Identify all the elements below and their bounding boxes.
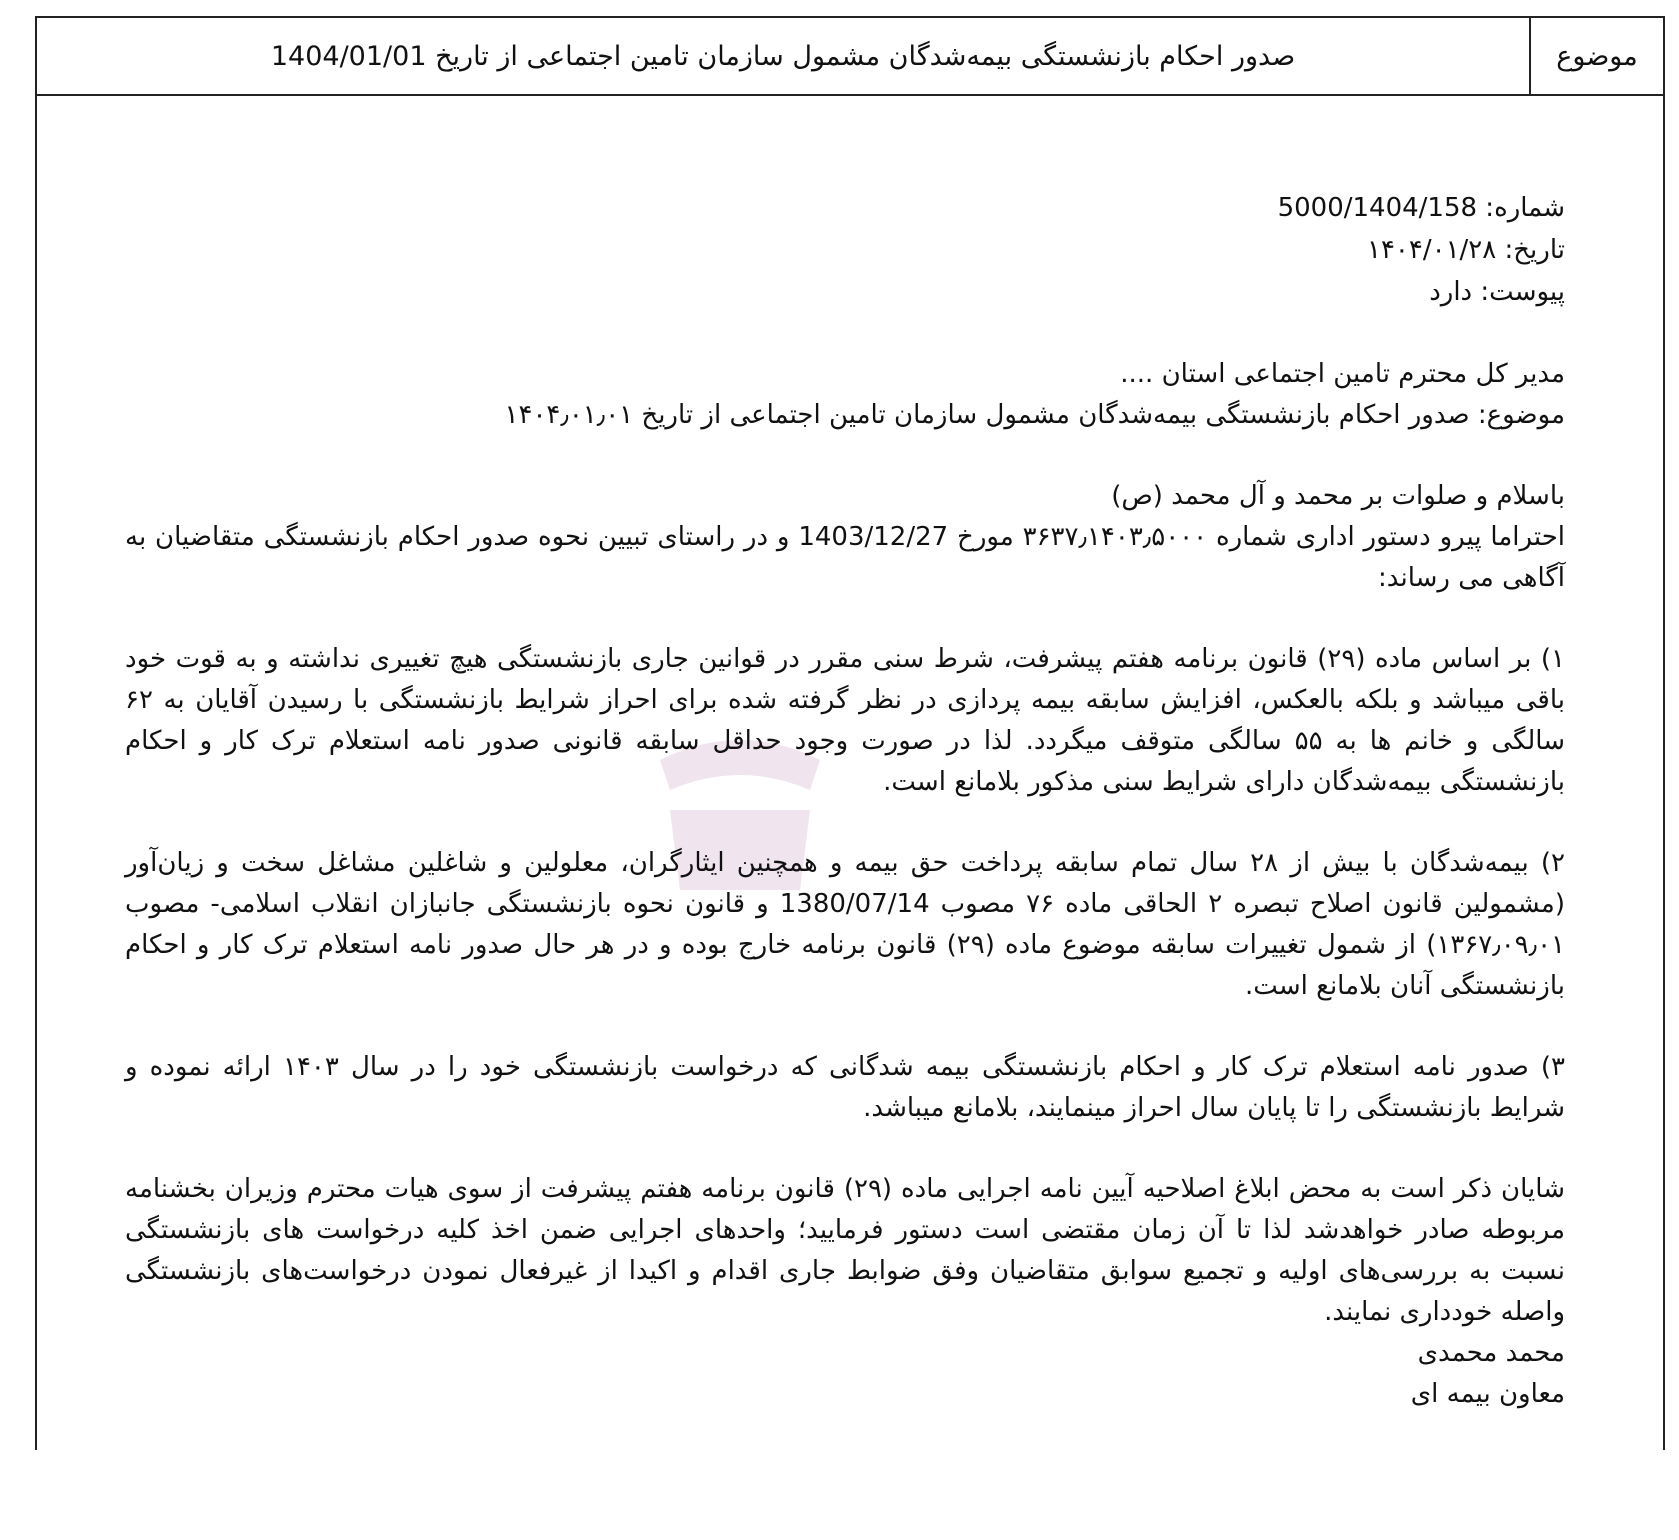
intro-paragraph: احتراما پیرو دستور اداری شماره ۳۶۳۷٫۱۴۰۳٫۵۰۰۰ مورخ 1403/12/27 و در راستای تبیین نحوه صدور احکام بازنشستگی متقاضیان به آگاهی می رساند: xyxy=(125,522,1565,593)
closing-paragraph: شایان ذکر است به محض ابلاغ اصلاحیه آیین نامه اجرایی ماده (۲۹) قانون برنامه هفتم پیشرفت از سوی هیات محترم وزیران بخشنامه مربوطه صادر خواهدشد لذا تا آن زمان مقتضی است دستور فرمایید؛ واحدهای اجرایی ضمن اخذ کلیه درخواست های بازنشستگی نسبت به بررسی‌های اولیه و تجمیع سوابق متقاضیان وفق ضوابط جاری اقدام و اکیدا از غیرفعال نمودن درخواست‌های بازنشستگی واصله خودداری نمایند. xyxy=(125,1174,1565,1327)
letter-body xyxy=(125,188,1565,1415)
letter-attachment: پیوست: دارد xyxy=(1429,277,1565,307)
signature-name: محمد محمدی xyxy=(1417,1338,1565,1368)
signature-title: معاون بیمه ای xyxy=(1410,1379,1565,1409)
item-1-paragraph: ۱) بر اساس ماده (۲۹) قانون برنامه هفتم پیشرفت، شرط سنی مقرر در قوانین جاری بازنشستگی هیچ تغییری نداشته و به قوت خود باقی میباشد و بلکه بالعکس، افزایش سابقه بیمه پردازی در نظر گرفته شده برای احراز شرایط بازنشستگی با رسیدن آقایان به ۶۲ سالگی و خانم ها به ۵۵ سالگی متوقف میگردد. لذا در صورت وجود حداقل سابقه قانونی صدور نامه استعلام ترک کار و احکام بازنشستگی بیمه‌شدگان دارای شرایط سنی مذکور بلامانع است. xyxy=(125,644,1565,797)
item-3-paragraph: ۳) صدور نامه استعلام ترک کار و احکام بازنشستگی بیمه شدگانی که درخواست بازنشستگی خود را در سال ۱۴۰۳ ارائه نموده و شرایط بازنشستگی را تا پایان سال احراز مینمایند، بلامانع میباشد. xyxy=(125,1052,1566,1123)
greeting-line: باسلام و صلوات بر محمد و آل محمد (ص) xyxy=(1111,481,1565,511)
page-bottom-edge xyxy=(26,1450,1676,1540)
header-label: موضوع xyxy=(1529,18,1663,94)
recipient-line: مدیر کل محترم تامین اجتماعی استان .... xyxy=(1120,359,1565,389)
subject-line: موضوع: صدور احکام بازنشستگی بیمه‌شدگان مشمول سازمان تامین اجتماعی از تاریخ ۱۴۰۴٫۰۱٫۰۱ xyxy=(504,400,1565,430)
letter-number: شماره: 5000/1404/158 xyxy=(1277,193,1565,223)
header-title: صدور احکام بازنشستگی بیمه‌شدگان مشمول سازمان تامین اجتماعی از تاریخ 1404/01/01 xyxy=(270,40,1296,72)
header-row xyxy=(37,18,1663,96)
letter-date: تاریخ: ۱۴۰۴/۰۱/۲۸ xyxy=(1366,235,1565,265)
item-2-paragraph: ۲) بیمه‌شدگان با بیش از ۲۸ سال تمام سابقه پرداخت حق بیمه و همچنین ایثارگران، معلولین و شاغلین مشاغل سخت و زیان‌آور (مشمولین قانون اصلاح تبصره ۲ الحاقی ماده ۷۶ مصوب 1380/07/14 و قانون نحوه بازنشستگی جانبازان انقلاب اسلامی- مصوب ۱۳۶۷٫۰۹٫۰۱) از شمول تغییرات سابقه موضوع ماده (۲۹) قانون برنامه خارج بوده و در هر حال صدور نامه استعلام ترک کار و احکام بازنشستگی آنان بلامانع است. xyxy=(125,848,1566,1001)
